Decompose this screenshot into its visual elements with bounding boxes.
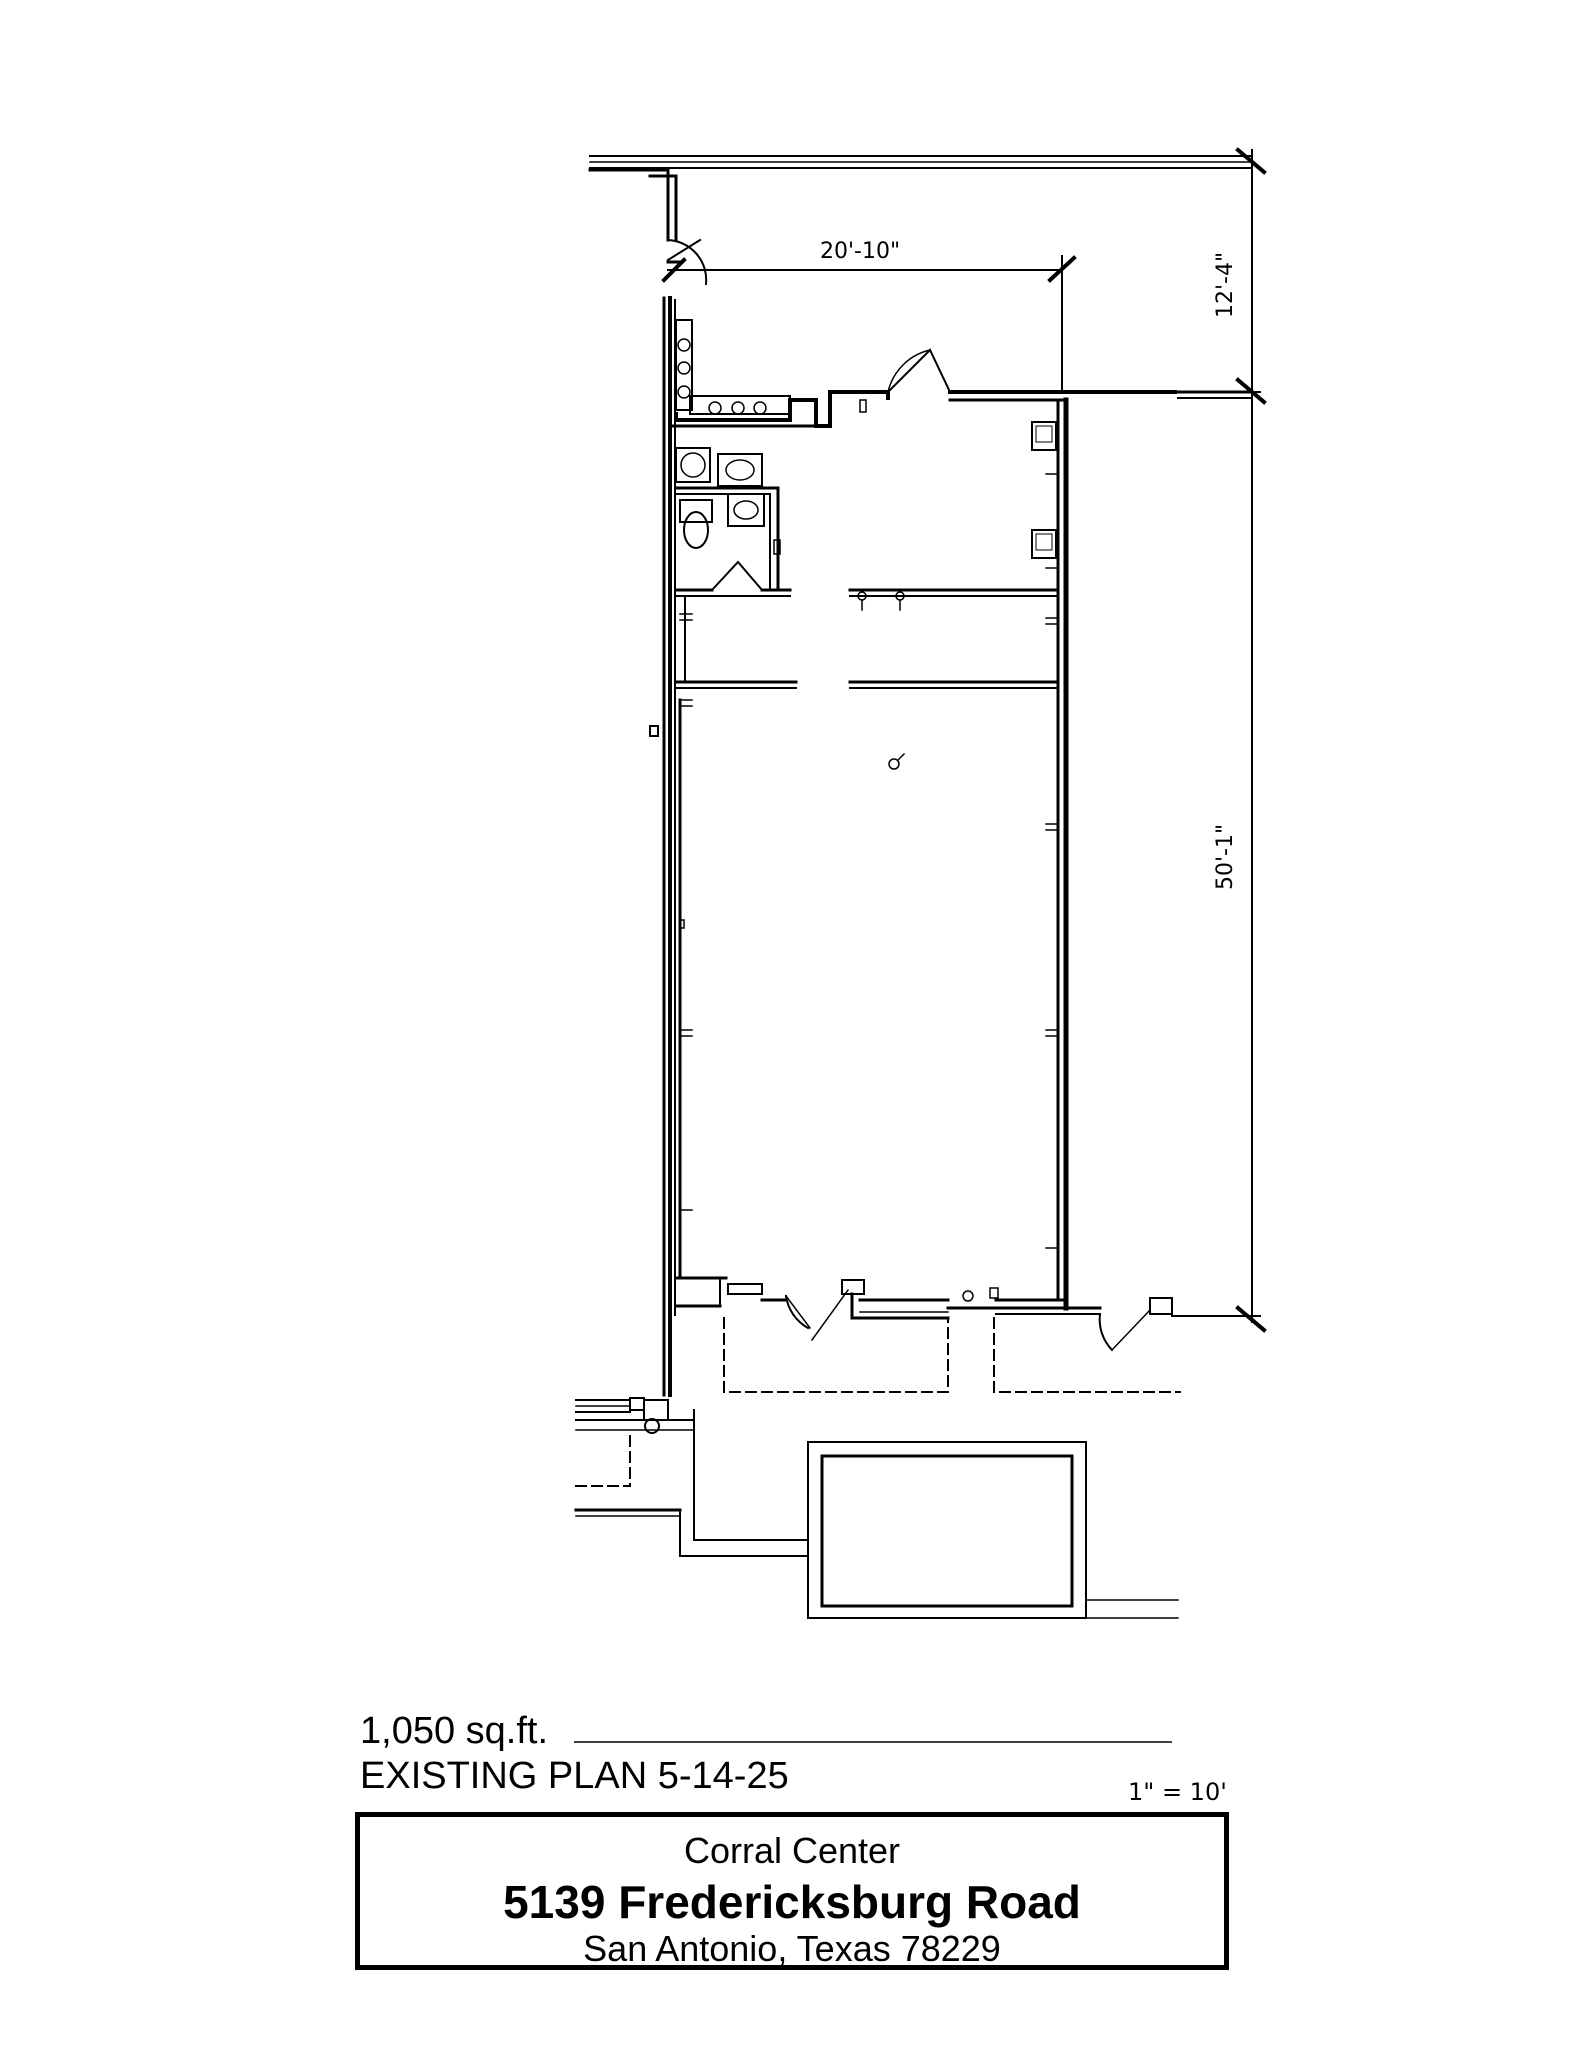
corridor-door: [668, 240, 706, 284]
partition-walls: [676, 590, 1058, 688]
dimension-width-label: 20'-10": [820, 239, 901, 264]
left-exterior-wall: [590, 170, 676, 1395]
property-address: 5139 Fredericksburg Road: [503, 1876, 1081, 1928]
dimension-lower-depth-label: 50'-1": [1213, 823, 1238, 890]
right-wall: [1058, 400, 1066, 1308]
dimension-upper-depth-label: 12'-4": [1213, 251, 1238, 318]
area-label: 1,050 sq.ft.: [360, 1710, 549, 1752]
main-room: [676, 700, 726, 1306]
top-exterior-wall: [590, 156, 1250, 168]
planter: [808, 1442, 1178, 1618]
scale-label: 1" = 10': [1128, 1778, 1227, 1806]
restroom: [676, 448, 790, 596]
property-city: San Antonio, Texas 78229: [583, 1928, 1001, 1969]
canopy-outline: [576, 1318, 1180, 1486]
walkway: [576, 1398, 808, 1556]
plan-label: EXISTING PLAN 5-14-25: [360, 1755, 789, 1797]
rear-wall: [728, 1280, 1250, 1350]
right-wall-fixtures: [1032, 422, 1056, 558]
title-block: [355, 1812, 1229, 1970]
dimension-lines: [664, 150, 1264, 1330]
urinal-fixtures: [676, 320, 790, 414]
property-name: Corral Center: [683, 1830, 901, 1871]
